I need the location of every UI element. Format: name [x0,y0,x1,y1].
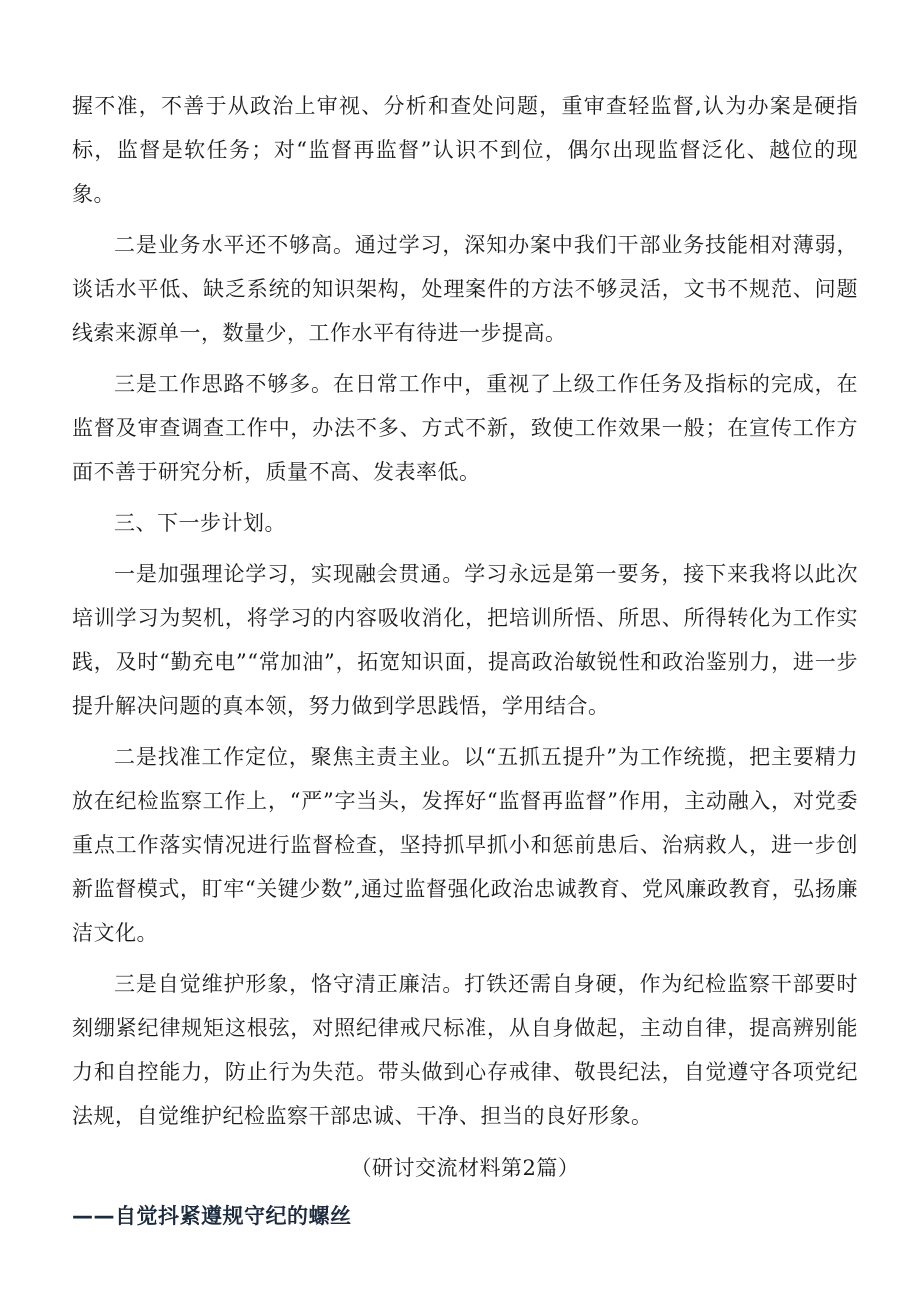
section-heading-next-plan: 三、下一步计划。 [114,511,286,535]
paragraph-work-ideas: 三是工作思路不够多。在日常工作中，重视了上级工作任务及指标的完成，在监督及审查调查工作中，办法不多、方式不新，致使工作效果一般；在宣传工作方面不善于研究分析，质量不高、发表率低。 [72,372,858,484]
paragraph-self-image: 三是自觉维护形象，恪守清正廉洁。打铁还需自身硬，作为纪检监察干部要时刻绷紧纪律规矩这根弦，对照纪律戒尺标准，从自身做起，主动自律，提高辨别能力和自控能力，防止行为失范。带头做到心存戒律、敬畏纪法，自觉遵守各项党纪法规，自觉维护纪检监察干部忠诚、干净、担当的良好形象。 [72,972,858,1128]
section-title: （研讨交流材料第2篇） [350,1156,580,1180]
paragraph-theory-study: 一是加强理论学习，实现融会贯通。学习永远是第一要务，接下来我将以此次培训学习为契机，将学习的内容吸收消化，把培训所悟、所思、所得转化为工作实践，及时“勤充电”“常加油”，拓宽知识面，提高政治敏锐性和政治鉴别力，进一步提升解决问题的真本领，努力做到学思践悟，学用结合。 [72,562,858,718]
subtitle: ——自觉抖紧遵规守纪的螺丝 [72,1204,352,1228]
paragraph-business-level: 二是业务水平还不够高。通过学习，深知办案中我们干部业务技能相对薄弱，谈话水平低、缺乏系统的知识架构，处理案件的方法不够灵活，文书不规范、问题线索来源单一，数量少，工作水平有待进一步提高。 [72,233,858,345]
paragraph-work-position: 二是找准工作定位，聚焦主责主业。以“五抓五提升”为工作统揽，把主要精力放在纪检监察工作上，“严”字当头，发挥好“监督再监督”作用，主动融入，对党委重点工作落实情况进行监督检查，坚持抓早抓小和惩前患后、治病救人，进一步创新监督模式，盯牢“关键少数”,通过监督强化政治忠诚教育、党风廉政教育，弘扬廉洁文化。 [72,745,858,945]
paragraph-continuation: 握不准，不善于从政治上审视、分析和查处问题，重审查轻监督,认为办案是硬指标，监督是软任务；对“监督再监督”认识不到位，偶尔出现监督泛化、越位的现象。 [72,94,858,206]
document-page [72,84,858,1238]
